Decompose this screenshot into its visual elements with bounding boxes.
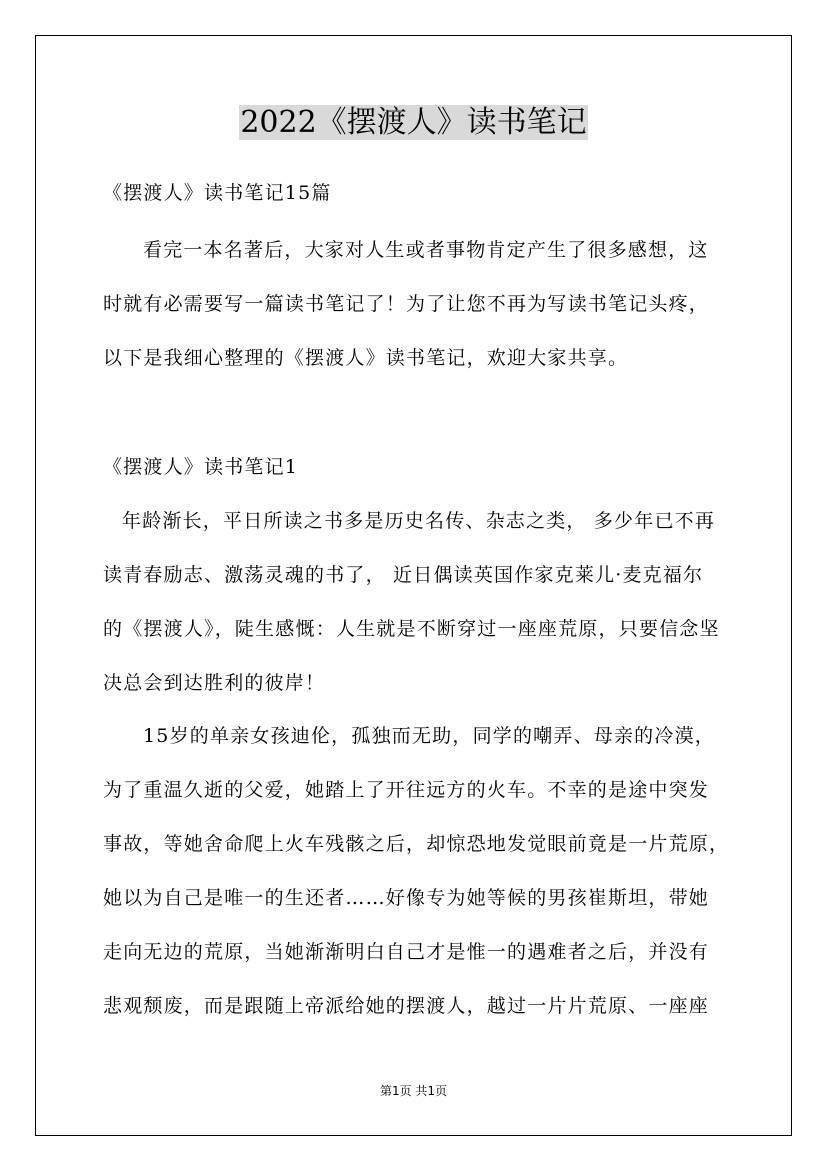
- paragraph-line: 走向无边的荒原，当她渐渐明白自己才是惟一的遇难者之后，并没有: [103, 941, 710, 963]
- document-title: [0, 103, 827, 143]
- document-title-text: 2022《摆渡人》读书笔记: [240, 105, 587, 140]
- subtitle: 《摆渡人》读书笔记15篇: [103, 182, 332, 204]
- paragraph-line: 事故，等她舍命爬上火车残骸之后，却惊恐地发觉眼前竟是一片荒原，: [103, 833, 730, 855]
- paragraph-line: 15岁的单亲女孩迪伦，孤独而无助，同学的嘲弄、母亲的冷漠，: [143, 725, 715, 747]
- intro-line: 时就有必需要写一篇读书笔记了！为了让您不再为写读书笔记头疼，: [103, 293, 710, 315]
- paragraph-line: 为了重温久逝的父爱，她踏上了开往远方的火车。不幸的是途中突发: [103, 779, 710, 801]
- paragraph-line: 她以为自己是唯一的生还者……好像专为她等候的男孩崔斯坦，带她: [103, 887, 710, 909]
- section-heading: 《摆渡人》读书笔记1: [103, 456, 299, 478]
- paragraph-line: 决总会到达胜利的彼岸！: [103, 672, 326, 694]
- intro-line: 以下是我细心整理的《摆渡人》读书笔记，欢迎大家共享。: [103, 347, 629, 369]
- paragraph-line: 年龄渐长，平日所读之书多是历史名传、杂志之类， 多少年已不再: [122, 510, 716, 532]
- paragraph-line: 读青春励志、激荡灵魂的书了， 近日偶读英国作家克莱儿·麦克福尔: [103, 564, 704, 586]
- paragraph-line: 的《摆渡人》，陡生感慨：人生就是不断穿过一座座荒原，只要信念坚: [103, 618, 720, 640]
- paragraph-line: 悲观颓废，而是跟随上帝派给她的摆渡人，越过一片片荒原、一座座: [103, 995, 710, 1017]
- intro-line: 看完一本名著后，大家对人生或者事物肯定产生了很多感想，这: [143, 239, 709, 261]
- page-footer: 第1页 共1页: [379, 1084, 448, 1098]
